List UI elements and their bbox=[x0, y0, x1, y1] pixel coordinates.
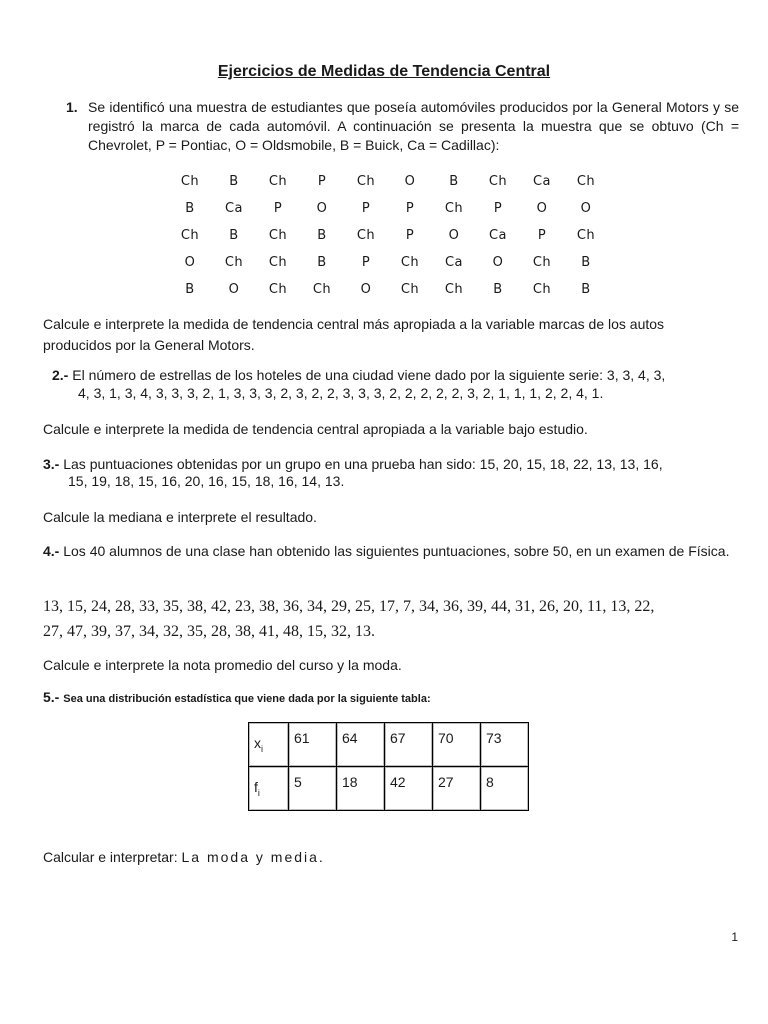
grid-cell: Ch bbox=[532, 255, 552, 270]
f-cell: 42 bbox=[385, 767, 433, 811]
f-cell: 27 bbox=[433, 767, 481, 811]
grid-cell: Ch bbox=[268, 255, 288, 270]
ex4-data-line1: 13, 15, 24, 28, 33, 35, 38, 42, 23, 38, 36, 34, 29, 25, 17, 7, 34, 36, 39, 44, 31, 26, 20, 11, 13, 22, bbox=[43, 598, 655, 615]
grid-cell: P bbox=[493, 201, 503, 216]
grid-cell: Ch bbox=[444, 201, 464, 216]
grid-cell: Ch bbox=[488, 174, 508, 189]
ex1-number: 1. bbox=[66, 99, 78, 115]
grid-cell: O bbox=[360, 282, 372, 297]
grid-cell: Ch bbox=[356, 174, 376, 189]
f-cell: 5 bbox=[289, 767, 337, 811]
ex4-data-line2: 27, 47, 39, 37, 34, 32, 35, 28, 38, 41, 48, 15, 32, 13. bbox=[43, 623, 375, 640]
grid-cell: Ch bbox=[268, 282, 288, 297]
ex3-number: 3.- bbox=[43, 456, 60, 472]
grid-cell: B bbox=[581, 282, 591, 297]
ex4-question: Calcule e interprete la nota promedio del curso y la moda. bbox=[43, 657, 402, 673]
grid-cell: Ch bbox=[268, 174, 288, 189]
grid-cell: B bbox=[493, 282, 503, 297]
f-label: f bbox=[254, 779, 258, 796]
grid-cell: Ca bbox=[444, 255, 464, 270]
ex3-text-line1: Las puntuaciones obtenidas por un grupo en una prueba han sido: 15, 20, 15, 18, 22, 13, 13, 16, bbox=[63, 456, 663, 472]
grid-row bbox=[168, 249, 608, 276]
ex4-text: Los 40 alumnos de una clase han obtenido las siguientes puntuaciones, sobre 50, en un examen de Física. bbox=[63, 543, 730, 559]
x-cell: 73 bbox=[481, 723, 529, 767]
grid-cell: Ch bbox=[400, 255, 420, 270]
ex1-text: Se identificó una muestra de estudiantes que poseía automóviles producidos por la General Motors y se registró la marca de cada automóvil. A continuación se presenta la muestra que se obtuvo (Ch = Chevrolet, P = Pontiac, O = Oldsmobile, B = Buick, Ca = Cadillac): bbox=[88, 99, 739, 153]
grid-cell: B bbox=[185, 201, 195, 216]
ex2-number: 2.- bbox=[52, 367, 69, 383]
grid-cell: O bbox=[536, 201, 548, 216]
x-cell: 67 bbox=[385, 723, 433, 767]
grid-cell: B bbox=[229, 228, 239, 243]
page-number: 1 bbox=[731, 930, 738, 944]
grid-cell: Ch bbox=[532, 282, 552, 297]
grid-cell: P bbox=[405, 228, 415, 243]
grid-cell: B bbox=[581, 255, 591, 270]
frequency-table bbox=[248, 722, 529, 811]
ex2-question: Calcule e interprete la medida de tendencia central apropiada a la variable bajo estudio. bbox=[43, 421, 588, 437]
f-cell: 18 bbox=[337, 767, 385, 811]
f-subscript: i bbox=[257, 787, 260, 798]
grid-cell: P bbox=[537, 228, 547, 243]
ex5-text: Sea una distribución estadística que viene dada por la siguiente tabla: bbox=[63, 693, 431, 705]
grid-cell: O bbox=[448, 228, 460, 243]
x-label-cell bbox=[249, 723, 289, 767]
x-cell: 64 bbox=[337, 723, 385, 767]
ex2-line1 bbox=[52, 366, 752, 385]
grid-cell: Ch bbox=[180, 174, 200, 189]
grid-cell: B bbox=[449, 174, 459, 189]
grid-cell: Ch bbox=[268, 228, 288, 243]
grid-cell: B bbox=[229, 174, 239, 189]
grid-cell: P bbox=[273, 201, 283, 216]
grid-row bbox=[168, 222, 608, 249]
grid-cell: O bbox=[492, 255, 504, 270]
page-title: Ejercicios de Medidas de Tendencia Central bbox=[217, 63, 551, 80]
ex2-text-line1: El número de estrellas de los hoteles de una ciudad viene dado por la siguiente serie: 3, 3, 4, 3, bbox=[72, 367, 666, 383]
x-cell: 70 bbox=[433, 723, 481, 767]
grid-cell: Ch bbox=[312, 282, 332, 297]
grid-cell: Ch bbox=[576, 174, 596, 189]
grid-cell: P bbox=[317, 174, 327, 189]
grid-cell: O bbox=[184, 255, 196, 270]
grid-cell: Ch bbox=[180, 228, 200, 243]
ex3-question: Calcule la mediana e interprete el resultado. bbox=[43, 509, 317, 525]
grid-cell: Ca bbox=[488, 228, 508, 243]
grid-cell: B bbox=[185, 282, 195, 297]
grid-row bbox=[168, 195, 608, 222]
ex2-line2: 4, 3, 1, 3, 4, 3, 3, 3, 2, 1, 3, 3, 3, 2, 3, 2, 2, 3, 3, 3, 2, 2, 2, 2, 2, 3, 2, 1, 1, 1, 2, 2, 4, 1. bbox=[78, 385, 604, 401]
x-label: x bbox=[254, 735, 261, 752]
grid-row bbox=[168, 168, 608, 195]
grid-cell: Ca bbox=[532, 174, 552, 189]
grid-cell: O bbox=[404, 174, 416, 189]
grid-cell: Ch bbox=[356, 228, 376, 243]
f-label-cell bbox=[249, 767, 289, 811]
grid-cell: B bbox=[317, 255, 327, 270]
grid-cell: Ca bbox=[224, 201, 244, 216]
ex4-number: 4.- bbox=[43, 543, 60, 559]
brand-grid bbox=[168, 168, 608, 303]
table-row-f bbox=[249, 767, 529, 811]
grid-cell: O bbox=[580, 201, 592, 216]
grid-row bbox=[168, 276, 608, 303]
ex3-line2: 15, 19, 18, 15, 16, 20, 16, 15, 18, 16, 14, 13. bbox=[68, 473, 345, 489]
table-row-x bbox=[249, 723, 529, 767]
f-cell: 8 bbox=[481, 767, 529, 811]
ex5-question-prefix: Calcular e interpretar: bbox=[43, 849, 182, 865]
ex5-question bbox=[43, 848, 733, 867]
grid-cell: O bbox=[228, 282, 240, 297]
grid-cell: B bbox=[317, 228, 327, 243]
ex5-heading bbox=[43, 689, 743, 705]
grid-cell: O bbox=[316, 201, 328, 216]
grid-cell: P bbox=[405, 201, 415, 216]
ex5-question-rest: La moda y media. bbox=[181, 849, 325, 865]
grid-cell: Ch bbox=[224, 255, 244, 270]
grid-cell: Ch bbox=[576, 228, 596, 243]
grid-cell: Ch bbox=[444, 282, 464, 297]
ex4-text-block bbox=[43, 541, 735, 562]
grid-cell: Ch bbox=[400, 282, 420, 297]
grid-cell: P bbox=[361, 201, 371, 216]
ex1-question: Calcule e interprete la medida de tendencia central más apropiada a la variable marcas de los autos producidos por la General Motors. bbox=[43, 316, 665, 353]
ex5-number: 5.- bbox=[43, 689, 60, 705]
x-cell: 61 bbox=[289, 723, 337, 767]
grid-cell: P bbox=[361, 255, 371, 270]
x-subscript: i bbox=[261, 743, 263, 754]
